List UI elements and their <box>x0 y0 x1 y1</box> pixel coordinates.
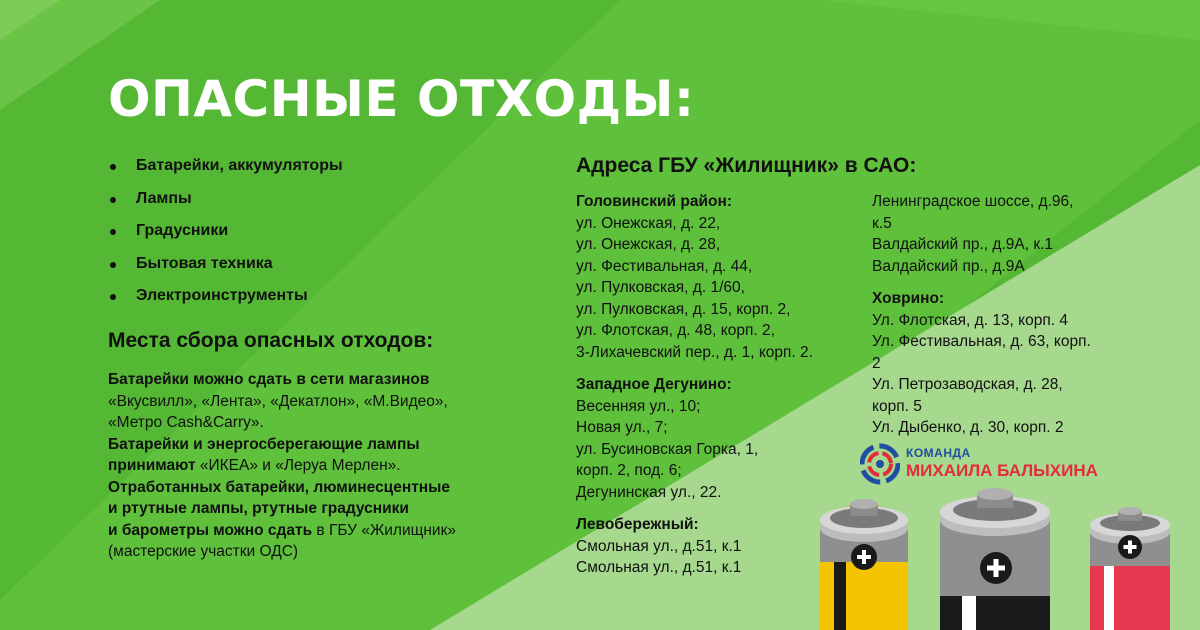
team-logo <box>860 442 1100 486</box>
district-khovrino: Ховрино: <box>872 290 945 307</box>
places-p1-line3: «Метро Cash&Carry». <box>108 414 264 431</box>
battery-black <box>940 488 1050 630</box>
district-zapadnoe-degunino: Западное Дегунино: <box>576 376 732 393</box>
addresses-column-left <box>576 191 858 579</box>
logo-big-text: МИХАИЛА БАЛЫХИНА <box>906 461 1098 480</box>
address-line: ул. Бусиновская Горка, 1, <box>576 440 759 458</box>
places-p1-line2: «Вкусвилл», «Лента», «Декатлон», «М.Видео», <box>108 392 448 410</box>
list-item: Градусники <box>108 215 343 248</box>
plus-icon <box>1118 535 1142 559</box>
addresses-heading: Адреса ГБУ «Жилищник» в САО: <box>576 154 917 177</box>
address-line: ул. Пулковская, д. 15, корп. 2, <box>576 300 791 318</box>
address-line: ул. Флотская, д. 48, корп. 2, <box>576 322 775 339</box>
address-line: Ул. Петрозаводская, д. 28, <box>872 376 1063 393</box>
places-p3-tail: в ГБУ «Жилищник» <box>312 521 456 539</box>
address-line: 3-Лихачевский пер., д. 1, корп. 2. <box>576 343 813 361</box>
places-text <box>108 369 548 563</box>
places-p2-line2 <box>108 455 548 477</box>
places-p3-bold2: и ртутные лампы, ртутные градусники <box>108 500 409 517</box>
address-line: Ул. Фестивальная, д. 63, корп. <box>872 333 1091 350</box>
places-p1-bold: Батарейки можно сдать в сети магазинов <box>108 371 430 388</box>
address-line: Весенняя ул., 10; <box>576 397 701 415</box>
address-line: Смольная ул., д.51, к.1 <box>576 559 742 576</box>
places-p2-tail: «ИКЕА» и «Леруа Мерлен». <box>195 457 401 474</box>
address-line: ул. Онежская, д. 22, <box>576 214 721 232</box>
places-p2-bold1: Батарейки и энергосберегающие лампы <box>108 435 420 453</box>
list-item: Лампы <box>108 183 343 216</box>
address-line: 2 <box>872 354 881 372</box>
places-p3-bold3: и барометры можно сдать <box>108 521 313 539</box>
places-p3-line4: (мастерские участки ОДС) <box>108 543 299 560</box>
address-line: Смольная ул., д.51, к.1 <box>576 537 742 555</box>
district-golovinsky: Головинский район: <box>576 193 732 210</box>
address-line: Ленинградское шоссе, д.96, <box>872 193 1074 210</box>
places-heading: Места сбора опасных отходов: <box>108 329 434 352</box>
places-p3-bold1: Отработанных батарейки, люминесцентные <box>108 478 451 496</box>
address-line: Ул. Флотская, д. 13, корп. 4 <box>872 311 1068 329</box>
address-line: Валдайский пр., д.9А, к.1 <box>872 236 1054 253</box>
address-line: ул. Фестивальная, д. 44, <box>576 257 753 275</box>
page-title: ОПАСНЫЕ ОТХОДЫ: <box>108 70 695 128</box>
places-p3-line3 <box>108 520 548 542</box>
address-line: Дегунинская ул., 22. <box>576 483 722 501</box>
battery-red <box>1090 507 1170 630</box>
list-item: Батарейки, аккумуляторы <box>108 150 343 183</box>
address-line: к.5 <box>872 214 892 232</box>
list-item: Электроинструменты <box>108 280 343 313</box>
address-line: ул. Онежская, д. 28, <box>576 236 721 253</box>
logo-small-text: КОМАНДА <box>906 446 971 460</box>
addresses-column-right <box>872 191 1147 439</box>
address-line: Ул. Дыбенко, д. 30, корп. 2 <box>872 419 1064 436</box>
list-item: Бытовая техника <box>108 248 343 281</box>
district-levoberezhny: Левобережный: <box>576 516 699 533</box>
address-line: Новая ул., 7; <box>576 419 668 436</box>
plus-icon <box>980 552 1012 584</box>
waste-types-list <box>108 150 343 313</box>
address-line: корп. 2, под. 6; <box>576 462 682 479</box>
team-logo-icon <box>860 442 900 486</box>
address-line: корп. 5 <box>872 397 922 415</box>
address-line: ул. Пулковская, д. 1/60, <box>576 279 745 296</box>
places-p2-bold2: принимают <box>108 457 196 474</box>
address-line: Валдайский пр., д.9А <box>872 257 1025 275</box>
